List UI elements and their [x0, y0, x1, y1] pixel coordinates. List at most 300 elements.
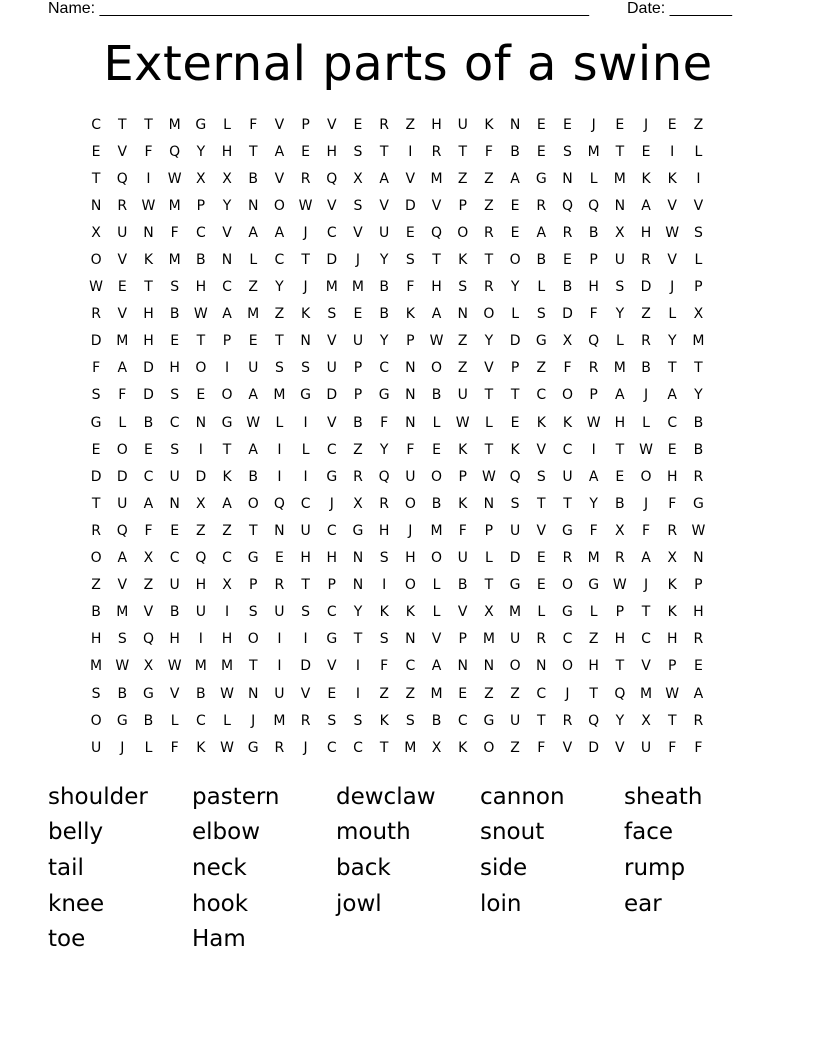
grid-letter: U: [457, 550, 468, 567]
grid-letter: S: [563, 143, 572, 160]
grid-letter: A: [274, 224, 285, 241]
grid-letter: E: [536, 577, 546, 594]
grid-letter: M: [247, 306, 260, 323]
grid-letter: O: [90, 252, 102, 269]
grid-letter: G: [562, 522, 573, 539]
grid-letter: B: [169, 604, 180, 621]
grid-letter: T: [615, 143, 625, 160]
grid-letter: Y: [222, 197, 232, 214]
grid-letter: S: [170, 279, 180, 296]
grid-letter: F: [458, 522, 467, 539]
grid-letter: X: [693, 306, 704, 323]
search-word: cannon: [480, 783, 565, 810]
grid-letter: M: [325, 279, 338, 296]
grid-letter: S: [693, 224, 703, 241]
grid-letter: V: [379, 197, 389, 214]
grid-letter: Z: [641, 306, 651, 323]
grid-letter: Q: [169, 143, 181, 160]
grid-letter: Z: [693, 116, 704, 133]
word-list: [48, 779, 788, 957]
grid-letter: A: [117, 550, 128, 567]
grid-letter: O: [195, 360, 207, 377]
grid-letter: M: [587, 550, 600, 567]
grid-letter: Q: [142, 631, 154, 648]
search-word: Ham: [192, 926, 246, 953]
grid-letter: V: [457, 604, 468, 621]
grid-letter: P: [406, 333, 415, 350]
grid-letter: Z: [405, 116, 416, 133]
grid-letter: H: [666, 631, 678, 648]
grid-letter: H: [143, 306, 154, 323]
grid-letter: A: [248, 441, 258, 458]
grid-letter: X: [91, 224, 101, 241]
grid-letter: R: [641, 252, 651, 269]
grid-letter: N: [693, 550, 704, 567]
grid-letter: E: [432, 441, 441, 458]
grid-letter: T: [144, 116, 153, 133]
grid-letter: J: [643, 577, 649, 594]
grid-letter: Y: [353, 604, 363, 621]
grid-letter: D: [143, 360, 154, 377]
grid-letter: A: [274, 143, 285, 160]
grid-letter: N: [90, 197, 102, 214]
grid-letter: P: [458, 631, 467, 648]
grid-letter: P: [694, 279, 703, 296]
grid-letter: K: [458, 441, 468, 458]
grid-letter: S: [170, 387, 180, 404]
grid-letter: X: [353, 495, 363, 512]
grid-letter: T: [248, 143, 258, 160]
grid-letter: D: [588, 739, 600, 756]
grid-letter: A: [693, 685, 704, 702]
grid-letter: M: [194, 658, 207, 675]
grid-letter: C: [274, 252, 285, 269]
grid-letter: F: [537, 739, 546, 756]
grid-letter: I: [303, 631, 308, 648]
grid-letter: B: [117, 685, 128, 702]
grid-letter: T: [694, 360, 703, 377]
grid-letter: Z: [510, 685, 520, 702]
grid-letter: R: [274, 739, 285, 756]
grid-letter: L: [668, 306, 677, 323]
grid-letter: N: [614, 197, 626, 214]
grid-letter: U: [509, 522, 521, 539]
grid-letter: S: [301, 360, 311, 377]
grid-letter: N: [405, 414, 416, 431]
grid-letter: L: [642, 414, 650, 431]
grid-letter: T: [537, 712, 546, 729]
grid-letter: H: [405, 550, 416, 567]
grid-letter: G: [326, 468, 338, 485]
grid-letter: B: [169, 306, 180, 323]
grid-letter: Y: [379, 441, 389, 458]
grid-letter: R: [536, 197, 547, 214]
grid-letter: S: [301, 604, 311, 621]
grid-letter: T: [641, 604, 651, 621]
grid-letter: V: [353, 224, 363, 241]
grid-letter: V: [143, 604, 154, 621]
grid-letter: V: [117, 143, 128, 160]
grid-letter: V: [615, 739, 625, 756]
grid-row: [83, 463, 731, 490]
grid-letter: L: [301, 441, 310, 458]
grid-letter: G: [562, 604, 573, 621]
name-field-label[interactable]: Name: _______________________________________________________: [48, 0, 589, 17]
grid-letter: L: [485, 414, 493, 431]
grid-letter: X: [353, 170, 363, 187]
grid-letter: G: [588, 577, 600, 594]
grid-letter: G: [378, 387, 390, 404]
grid-letter: E: [536, 116, 546, 133]
grid-letter: N: [352, 550, 364, 567]
grid-letter: H: [431, 116, 442, 133]
grid-letter: J: [329, 495, 334, 512]
grid-letter: L: [432, 414, 441, 431]
grid-letter: F: [92, 360, 101, 377]
grid-letter: C: [195, 224, 206, 241]
grid-letter: B: [248, 468, 259, 485]
search-word: rump: [624, 854, 686, 881]
grid-letter: O: [431, 360, 443, 377]
grid-letter: M: [168, 116, 181, 133]
search-word: face: [624, 819, 673, 846]
date-field-label[interactable]: Date: _______: [627, 0, 732, 17]
grid-letter: N: [405, 387, 416, 404]
grid-letter: E: [274, 550, 284, 567]
grid-letter: G: [221, 414, 233, 431]
grid-letter: S: [353, 143, 363, 160]
grid-letter: Z: [457, 360, 468, 377]
grid-letter: N: [352, 577, 364, 594]
grid-letter: C: [326, 604, 337, 621]
grid-letter: M: [613, 360, 626, 377]
grid-letter: G: [247, 550, 259, 567]
grid-letter: O: [247, 495, 259, 512]
grid-letter: W: [167, 170, 182, 187]
grid-row: [83, 301, 731, 328]
grid-letter: L: [537, 279, 546, 296]
grid-letter: I: [277, 658, 282, 675]
grid-letter: O: [509, 252, 521, 269]
grid-letter: E: [91, 143, 101, 160]
grid-letter: A: [536, 224, 547, 241]
grid-letter: R: [693, 712, 704, 729]
grid-letter: T: [196, 333, 206, 350]
grid-letter: X: [431, 739, 442, 756]
grid-letter: E: [170, 333, 180, 350]
grid-letter: A: [641, 550, 651, 567]
grid-letter: G: [247, 739, 259, 756]
grid-letter: X: [222, 170, 232, 187]
grid-letter: I: [670, 143, 675, 160]
grid-letter: R: [562, 712, 573, 729]
grid-letter: V: [405, 170, 416, 187]
grid-letter: I: [382, 577, 387, 594]
grid-letter: L: [589, 604, 598, 621]
grid-letter: V: [222, 224, 232, 241]
grid-letter: C: [667, 414, 678, 431]
grid-letter: N: [457, 306, 468, 323]
grid-letter: F: [668, 739, 677, 756]
grid-row: [83, 599, 731, 626]
grid-letter: L: [432, 604, 441, 621]
grid-row: [83, 111, 731, 138]
grid-letter: W: [115, 658, 130, 675]
grid-letter: Z: [222, 522, 232, 539]
grid-letter: Z: [248, 279, 259, 296]
grid-letter: K: [458, 252, 468, 269]
grid-letter: G: [535, 170, 547, 187]
grid-letter: B: [641, 360, 651, 377]
grid-letter: V: [274, 170, 285, 187]
grid-letter: R: [379, 495, 390, 512]
grid-letter: U: [274, 604, 285, 621]
grid-letter: M: [430, 170, 443, 187]
grid-letter: L: [144, 739, 153, 756]
grid-letter: E: [353, 116, 363, 133]
grid-letter: Y: [694, 387, 703, 404]
grid-letter: H: [614, 414, 626, 431]
grid-letter: U: [195, 604, 206, 621]
grid-letter: V: [431, 631, 442, 648]
grid-letter: D: [195, 468, 207, 485]
grid-letter: Q: [326, 170, 338, 187]
grid-letter: H: [693, 604, 704, 621]
grid-letter: O: [431, 550, 443, 567]
grid-letter: E: [615, 468, 625, 485]
grid-letter: U: [405, 468, 416, 485]
search-word: dewclaw: [336, 783, 436, 810]
grid-letter: T: [432, 252, 441, 269]
grid-letter: R: [588, 360, 599, 377]
grid-letter: V: [326, 333, 337, 350]
grid-letter: C: [353, 739, 363, 756]
grid-letter: D: [326, 387, 338, 404]
grid-letter: J: [643, 495, 649, 512]
grid-letter: S: [379, 550, 389, 567]
grid-letter: U: [326, 360, 337, 377]
grid-letter: E: [196, 387, 206, 404]
grid-letter: N: [247, 197, 259, 214]
grid-letter: X: [667, 550, 678, 567]
grid-letter: L: [170, 712, 179, 729]
grid-letter: H: [169, 360, 180, 377]
grid-letter: F: [170, 739, 179, 756]
search-word: ear: [624, 890, 662, 917]
grid-letter: J: [251, 712, 256, 729]
grid-letter: Z: [510, 739, 520, 756]
grid-letter: A: [615, 387, 625, 404]
grid-letter: K: [641, 170, 651, 187]
grid-letter: O: [247, 631, 259, 648]
grid-letter: T: [510, 387, 520, 404]
grid-letter: C: [326, 224, 337, 241]
grid-letter: G: [143, 685, 154, 702]
grid-letter: P: [458, 468, 467, 485]
grid-letter: T: [301, 577, 310, 594]
search-word: elbow: [192, 819, 261, 846]
grid-letter: Z: [143, 577, 154, 594]
grid-letter: T: [537, 495, 546, 512]
grid-letter: J: [303, 279, 308, 296]
grid-letter: M: [404, 739, 417, 756]
grid-letter: R: [693, 468, 704, 485]
grid-letter: T: [667, 360, 677, 377]
grid-letter: U: [509, 631, 521, 648]
grid-letter: E: [405, 224, 415, 241]
grid-letter: T: [353, 631, 363, 648]
grid-letter: Q: [273, 495, 285, 512]
grid-letter: E: [327, 685, 337, 702]
grid-letter: K: [562, 414, 573, 431]
grid-letter: B: [353, 414, 363, 431]
grid-letter: T: [615, 658, 625, 675]
grid-letter: C: [379, 360, 390, 377]
grid-letter: C: [169, 414, 180, 431]
grid-row: [83, 246, 731, 273]
grid-letter: T: [615, 441, 625, 458]
grid-letter: U: [117, 495, 128, 512]
grid-row: [83, 328, 731, 355]
grid-letter: U: [352, 333, 364, 350]
grid-letter: R: [693, 631, 704, 648]
grid-letter: V: [562, 739, 573, 756]
grid-letter: S: [405, 252, 415, 269]
grid-letter: N: [457, 658, 468, 675]
grid-letter: A: [667, 387, 677, 404]
grid-letter: R: [300, 712, 311, 729]
grid-letter: J: [565, 685, 570, 702]
grid-letter: B: [693, 441, 704, 458]
grid-letter: B: [143, 414, 154, 431]
grid-letter: I: [224, 604, 230, 621]
grid-letter: C: [405, 658, 416, 675]
grid-letter: S: [117, 631, 127, 648]
grid-letter: Z: [484, 685, 494, 702]
grid-letter: E: [667, 441, 677, 458]
grid-letter: J: [591, 116, 596, 133]
grid-letter: M: [116, 333, 129, 350]
grid-letter: V: [169, 685, 180, 702]
grid-letter: P: [484, 522, 494, 539]
search-word: neck: [192, 854, 247, 881]
grid-letter: W: [246, 414, 261, 431]
grid-letter: A: [248, 224, 258, 241]
grid-letter: I: [198, 631, 203, 648]
grid-letter: X: [641, 712, 651, 729]
grid-letter: H: [221, 143, 233, 160]
grid-letter: L: [694, 252, 703, 269]
grid-letter: U: [117, 224, 128, 241]
grid-letter: E: [301, 143, 311, 160]
grid-letter: T: [222, 441, 232, 458]
grid-letter: T: [91, 170, 101, 187]
grid-letter: W: [193, 306, 208, 323]
grid-letter: Z: [484, 197, 494, 214]
search-word: sheath: [624, 783, 703, 810]
grid-letter: B: [248, 170, 259, 187]
grid-letter: O: [561, 387, 573, 404]
grid-letter: Q: [195, 550, 207, 567]
grid-letter: Y: [379, 333, 389, 350]
grid-letter: O: [457, 224, 469, 241]
grid-letter: M: [430, 685, 443, 702]
grid-letter: E: [353, 306, 363, 323]
grid-letter: Y: [196, 143, 206, 160]
grid-letter: A: [117, 360, 128, 377]
grid-letter: V: [326, 414, 337, 431]
grid-letter: J: [670, 279, 675, 296]
grid-letter: X: [484, 604, 494, 621]
grid-letter: M: [90, 658, 103, 675]
grid-letter: M: [587, 143, 600, 160]
grid-letter: W: [665, 224, 680, 241]
grid-letter: S: [536, 468, 546, 485]
grid-letter: B: [693, 414, 704, 431]
grid-letter: X: [143, 658, 154, 675]
grid-letter: L: [694, 143, 703, 160]
grid-letter: B: [431, 387, 442, 404]
grid-letter: I: [146, 170, 151, 187]
grid-letter: O: [221, 387, 233, 404]
grid-letter: M: [220, 658, 234, 675]
grid-letter: J: [408, 522, 413, 539]
grid-letter: F: [563, 360, 572, 377]
grid-letter: N: [274, 522, 285, 539]
grid-letter: M: [168, 197, 181, 214]
search-word: tail: [48, 854, 84, 881]
grid-letter: E: [458, 685, 468, 702]
grid-letter: H: [169, 631, 180, 648]
grid-letter: K: [458, 739, 468, 756]
grid-letter: H: [143, 333, 154, 350]
grid-letter: W: [691, 522, 706, 539]
grid-letter: T: [484, 441, 494, 458]
search-word: pastern: [192, 783, 280, 810]
grid-letter: V: [536, 441, 547, 458]
grid-letter: X: [615, 224, 625, 241]
grid-letter: E: [510, 414, 520, 431]
grid-letter: E: [510, 197, 520, 214]
grid-letter: W: [167, 658, 182, 675]
grid-letter: P: [694, 577, 703, 594]
grid-letter: W: [89, 279, 104, 296]
grid-letter: K: [405, 306, 415, 323]
grid-letter: B: [588, 224, 599, 241]
grid-letter: E: [536, 143, 546, 160]
grid-letter: O: [483, 739, 495, 756]
grid-letter: L: [118, 414, 127, 431]
search-word: snout: [480, 819, 545, 846]
grid-letter: S: [274, 360, 284, 377]
grid-letter: B: [536, 252, 547, 269]
grid-row: [83, 626, 731, 653]
grid-letter: F: [642, 522, 651, 539]
grid-letter: I: [303, 414, 308, 431]
grid-letter: V: [300, 685, 311, 702]
grid-letter: G: [535, 333, 547, 350]
grid-letter: C: [641, 631, 651, 648]
grid-letter: B: [196, 685, 206, 702]
grid-letter: D: [404, 197, 416, 214]
grid-letter: W: [639, 441, 653, 458]
grid-letter: R: [484, 279, 494, 296]
grid-letter: D: [640, 279, 652, 296]
grid-letter: P: [353, 387, 363, 404]
grid-letter: K: [379, 712, 389, 729]
grid-letter: U: [614, 252, 625, 269]
grid-letter: R: [484, 224, 494, 241]
